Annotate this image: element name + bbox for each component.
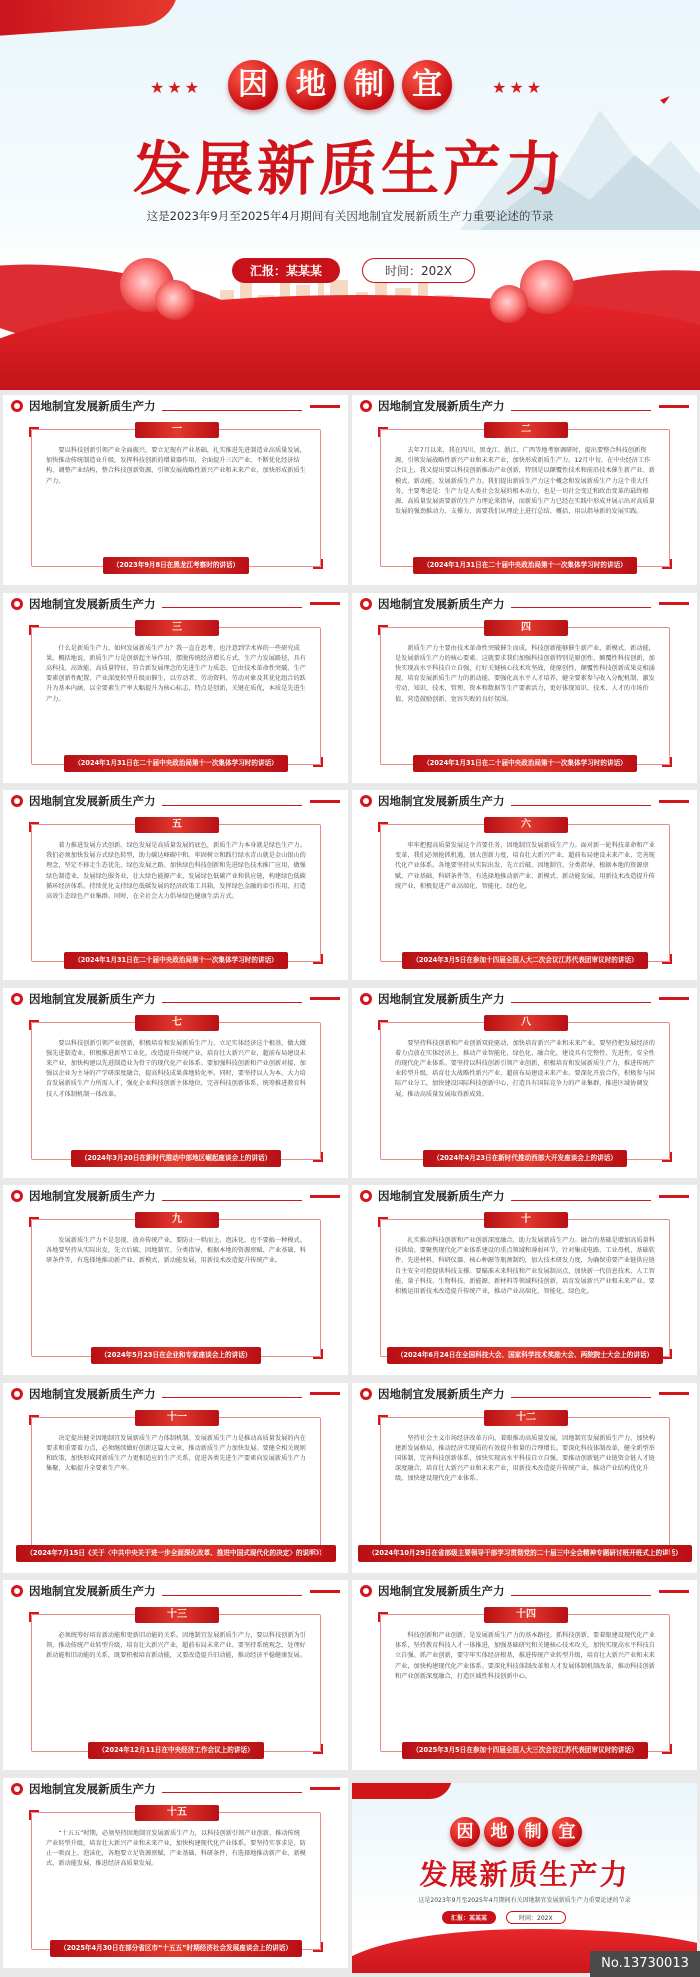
slide-header-title: 因地制宜发展新质生产力 bbox=[378, 1584, 505, 1598]
header-accent-bar bbox=[310, 405, 340, 408]
section-number-badge: 十四 bbox=[484, 1607, 568, 1623]
quote-body: 科技创新和产业创新，是发展新质生产力的基本路径。抓科技创新，要着眼建设现代化产业体系，坚持教育科技人才一体推进，加强基础研究和关键核心技术攻关，加快实现高水平科技自立自强。抓产业创新，要守牢实体经济根基，推进传统产业转型升级，培育壮大新兴产业和未来产业，加快构建现代化产业体系。要深化科技体制改革和人才发展体制机制改革，推动科技创新和产业创新深度融合，打造区域性科技创新中心。 bbox=[395, 1632, 655, 1680]
source-text: （2024年1月31日在二十届中央政治局第十一次集体学习时的讲话） bbox=[64, 952, 288, 969]
header-divider bbox=[511, 1397, 652, 1398]
stars-right: ★★★ bbox=[492, 78, 545, 97]
header-emblem-icon bbox=[11, 993, 23, 1005]
header-emblem-icon bbox=[360, 1388, 372, 1400]
header-accent-bar bbox=[310, 800, 340, 803]
quote-card bbox=[368, 1411, 682, 1557]
slide-header-title: 因地制宜发展新质生产力 bbox=[29, 991, 156, 1006]
title-badges bbox=[228, 60, 452, 110]
quote-card bbox=[380, 1609, 670, 1754]
slide-header-title: 因地制宜发展新质生产力 bbox=[29, 1584, 156, 1598]
header-accent-bar bbox=[659, 997, 689, 1000]
quote-card bbox=[31, 1016, 321, 1162]
source-ribbon bbox=[381, 952, 669, 969]
source-ribbon bbox=[32, 1347, 320, 1364]
source-ribbon bbox=[381, 1150, 669, 1167]
slide-header bbox=[352, 1580, 697, 1602]
quote-card bbox=[31, 819, 321, 964]
quote-body: 扎实推动科技创新和产业创新深度融合，助力发展新质生产力。融合的基础是增加高质量科技供给。要聚焦现代化产业体系建设的重点领域和薄弱环节，针对集成电路、工业母机、基础软件、先进材料、科研仪器、核心种源等瓶颈制约，加大技术研发力度，为确保重要产业链供应链自主安全可控提供科技支撑。要瞄准未来科技和产业发展制高点，加快新一代信息技术、人工智能、量子科技、生物科技、新能源、新材料等领域科技创新，培育发展新兴产业和未来产业。要积极运用新技术改造提升传统产业，推动产业高端化、智能化、绿色化。 bbox=[395, 1237, 655, 1296]
header-accent-bar bbox=[310, 1392, 340, 1395]
header-divider bbox=[162, 1397, 303, 1398]
quote-body: 发展新质生产力不是忽视、放弃传统产业，要防止一哄而上、泡沫化，也不要搞一种模式。各地要坚持从实际出发，先立后破、因地制宜、分类指导，根据本地的资源禀赋、产业基础、科研条件等，有选择地推动新产业、新模式、新动能发展，用新技术改造提升传统产业。 bbox=[46, 1237, 306, 1265]
peony-flower-icon bbox=[352, 1813, 382, 1843]
title-badges bbox=[450, 1817, 582, 1847]
header-divider bbox=[162, 1595, 303, 1596]
reporter-tag: 汇报：某某某 bbox=[442, 1911, 496, 1924]
section-number-badge: 八 bbox=[484, 1015, 568, 1031]
content-slide bbox=[352, 988, 697, 1178]
source-ribbon bbox=[26, 1545, 326, 1562]
closing-subtitle: 这是2023年9月至2025年4月期间有关因地制宜发展新质生产力重要论述的节录 bbox=[418, 1897, 631, 1904]
slide-header-title: 因地制宜发展新质生产力 bbox=[378, 794, 505, 808]
header-emblem-icon bbox=[11, 1388, 23, 1400]
slide-header bbox=[3, 1580, 348, 1602]
content-slide bbox=[3, 1185, 348, 1375]
content-slide bbox=[352, 1185, 697, 1375]
quote-card bbox=[380, 424, 670, 569]
header-emblem-icon bbox=[360, 598, 372, 610]
quote-card bbox=[380, 1214, 670, 1359]
quote-body: 坚持社会主义市场经济改革方向，着眼推动高质量发展，因地制宜发展新质生产力，加快构建新发展格局，推动经济实现质的有效提升和量的合理增长。要深化科技体制改革，健全新型举国体制，完善科技创新体系，加快实现高水平科技自立自强。要推动创新链产业链资金链人才链深度融合，培育壮大新兴产业和未来产业，用新技术改造提升传统产业，推动产业结构优化升级，加快建设现代化产业体系。 bbox=[395, 1434, 655, 1483]
title-badge-char: 制 bbox=[344, 60, 394, 110]
header-divider bbox=[162, 805, 303, 806]
section-number-badge: 一 bbox=[135, 422, 219, 438]
header-accent-bar bbox=[310, 1195, 340, 1198]
source-text: （2024年7月15日《关于〈中共中央关于进一步全面深化改革、推进中国式现代化的决定〉的说明》） bbox=[16, 1545, 335, 1562]
slide-header bbox=[3, 395, 348, 417]
header-divider bbox=[511, 410, 652, 411]
header-emblem-icon bbox=[360, 795, 372, 807]
header-divider bbox=[162, 607, 303, 608]
section-number-badge: 七 bbox=[135, 1015, 219, 1031]
quote-card bbox=[380, 621, 670, 767]
slide-header-title: 因地制宜发展新质生产力 bbox=[29, 1781, 156, 1796]
cover-slide bbox=[0, 0, 700, 390]
content-slide bbox=[3, 395, 348, 585]
source-ribbon bbox=[381, 1742, 669, 1759]
content-slide bbox=[3, 1778, 348, 1968]
source-text: （2025年4月30日在部分省区市“十五五”时期经济社会发展座谈会上的讲话） bbox=[50, 1940, 302, 1957]
peony-flower-icon bbox=[155, 280, 195, 320]
section-number-badge: 十三 bbox=[135, 1607, 219, 1623]
source-text: （2024年1月31日在二十届中央政治局第十一次集体学习时的讲话） bbox=[64, 755, 288, 772]
header-emblem-icon bbox=[360, 400, 372, 412]
source-ribbon bbox=[32, 1742, 320, 1759]
header-emblem-icon bbox=[11, 795, 23, 807]
peony-flower-icon bbox=[520, 260, 574, 314]
closing-cover-slide bbox=[352, 1783, 697, 1973]
title-badge-char: 宜 bbox=[552, 1817, 582, 1847]
closing-headline: 发展新质生产力 bbox=[419, 1858, 630, 1891]
quote-card bbox=[31, 1609, 321, 1754]
header-accent-bar bbox=[310, 602, 340, 605]
title-badge-char: 宜 bbox=[402, 60, 452, 110]
cover-subtitle: 这是2023年9月至2025年4月期间有关因地制宜发展新质生产力重要论述的节录 bbox=[146, 209, 554, 223]
source-text: （2025年3月5日在参加十四届全国人大三次会议江苏代表团审议时的讲话） bbox=[402, 1742, 647, 1759]
section-number-badge: 十二 bbox=[484, 1410, 568, 1426]
header-emblem-icon bbox=[11, 598, 23, 610]
slide-header-title: 因地制宜发展新质生产力 bbox=[29, 596, 156, 611]
source-text: （2024年1月31日在二十届中央政治局第十一次集体学习时的讲话） bbox=[413, 557, 637, 574]
source-ribbon bbox=[381, 557, 669, 574]
content-slide bbox=[3, 1580, 348, 1770]
quote-body: 要以科技创新引领产业全面振兴，要立足现有产业基础，扎实推进先进制造业高质量发展，加快推动传统制造业升级，发挥科技创新的增量器作用，全面提升三次产业，不断优化经济结构、调整产业结构，整合科技创新资源，引领发展战略性新兴产业和未来产业，加快形成新质生产力。 bbox=[46, 447, 306, 485]
quote-card bbox=[31, 621, 321, 767]
slide-header bbox=[352, 1383, 697, 1405]
peony-flower-icon bbox=[490, 285, 528, 323]
quote-card bbox=[26, 1411, 326, 1557]
content-slide bbox=[352, 593, 697, 783]
source-text: （2023年9月8日在黑龙江考察时的讲话） bbox=[103, 557, 249, 574]
header-divider bbox=[511, 1200, 652, 1201]
slide-header bbox=[3, 790, 348, 812]
quote-body: 决定提出健全因地制宜发展新质生产力体制机制。发展新质生产力是推动高质量发展的内在要求和重要着力点，必须继续做好创新这篇大文章，推动新质生产力加快发展。要健全相关规则和政策，加快形成同新质生产力更相适应的生产关系，促进各类先进生产要素向发展新质生产力集聚，大幅提升全要素生产率。 bbox=[46, 1434, 306, 1473]
header-divider bbox=[162, 1792, 303, 1793]
section-number-badge: 十 bbox=[484, 1212, 568, 1228]
quote-card bbox=[31, 1806, 321, 1952]
header-divider bbox=[511, 1595, 652, 1596]
content-slide bbox=[352, 1580, 697, 1770]
source-text: （2024年1月31日在二十届中央政治局第十一次集体学习时的讲话） bbox=[413, 755, 637, 772]
source-text: （2024年12月11日在中央经济工作会议上的讲话） bbox=[88, 1742, 263, 1759]
red-flag-decoration bbox=[352, 1783, 452, 1799]
slide-header-title: 因地制宜发展新质生产力 bbox=[29, 794, 156, 808]
slide-header bbox=[3, 1383, 348, 1405]
time-tag: 时间：202X bbox=[362, 258, 475, 283]
source-ribbon bbox=[32, 557, 320, 574]
section-number-badge: 六 bbox=[484, 817, 568, 833]
content-slide bbox=[352, 1383, 697, 1573]
source-ribbon bbox=[32, 755, 320, 772]
section-number-badge: 三 bbox=[135, 620, 219, 636]
header-divider bbox=[162, 410, 303, 411]
slide-header-title: 因地制宜发展新质生产力 bbox=[378, 596, 505, 611]
section-number-badge: 四 bbox=[484, 620, 568, 636]
title-badge-char: 制 bbox=[518, 1817, 548, 1847]
slide-header bbox=[3, 593, 348, 615]
source-text: （2024年10月29日在省部级主要领导干部学习贯彻党的二十届三中全会精神专题研讨班开班式上的讲话） bbox=[358, 1545, 692, 1562]
source-ribbon bbox=[381, 1347, 669, 1364]
title-badge-char: 地 bbox=[484, 1817, 514, 1847]
header-emblem-icon bbox=[360, 1585, 372, 1597]
slide-header bbox=[352, 988, 697, 1010]
cover-tags bbox=[232, 258, 475, 283]
header-emblem-icon bbox=[11, 1190, 23, 1202]
section-number-badge: 十一 bbox=[135, 1410, 219, 1426]
title-badge-char: 因 bbox=[450, 1817, 480, 1847]
section-number-badge: 二 bbox=[484, 422, 568, 438]
slide-header bbox=[3, 1778, 348, 1800]
source-ribbon bbox=[381, 755, 669, 772]
slide-header bbox=[352, 395, 697, 417]
quote-body: 必须统筹好培育新动能和更新旧动能的关系。因地制宜发展新质生产力，要以科技创新为引领，推动传统产业转型升级，培育壮大新兴产业，超前布局未来产业。要坚持系统观念，处理好新动能和旧动能的关系，既要积极培育新动能，又要改造提升旧动能，推动经济平稳健康发展。 bbox=[46, 1632, 306, 1660]
slide-header bbox=[352, 1185, 697, 1207]
quote-body: 要坚持科技创新和产业创新双轮驱动，加快培育新兴产业和未来产业。要坚持把发展经济的着力点放在实体经济上，推动产业智能化、绿色化、融合化，建设具有完整性、先进性、安全性的现代化产业体系。要坚持以科技创新引领产业创新，积极培育和发展新质生产力，推进传统产业转型升级，培育壮大战略性新兴产业，超前布局建设未来产业。要深化开放合作，积极参与国际产业分工，加快建设国际科技创新中心，打造具有国际竞争力的产业集群，推进区域协调发展，推动高质量发展取得新成效。 bbox=[395, 1039, 655, 1098]
header-divider bbox=[511, 1002, 652, 1003]
header-accent-bar bbox=[659, 800, 689, 803]
slide-header-title: 因地制宜发展新质生产力 bbox=[378, 991, 505, 1006]
header-accent-bar bbox=[659, 602, 689, 605]
quote-body: 要以科技创新引领产业创新，积极培育和发展新质生产力。立足实体经济这个根基，做大做强先进制造业，积极推进新型工业化，改造提升传统产业，培育壮大新兴产业，超前布局建设未来产业，加快构建以先进制造业为骨干的现代化产业体系。要加强科技创新和产业创新对接，加强以企业为主导的产学研深度融合，提高科技成果落地转化率。同时，要坚持以人为本，大力培育发展新质生产力所需人才，强化企业科技创新主体地位，完善科技创新体系，统筹推进教育科技人才体制机制一体改革。 bbox=[46, 1039, 306, 1098]
quote-body: 着力推进发展方式创新。绿色发展是高质量发展的底色，新质生产力本身就是绿色生产力。我们必须加快发展方式绿色转型，助力碳达峰碳中和。牢固树立和践行绿水青山就是金山银山的理念，坚定不移走生态优先、绿色发展之路。加快绿色科技创新和先进绿色技术推广应用，做强绿色制造业，发展绿色服务业，壮大绿色能源产业，发展绿色低碳产业和供应链，构建绿色低碳循环经济体系。持续优化支持绿色低碳发展的经济政策工具箱，发挥绿色金融的牵引作用，打造高效生态绿色产业集群。同时，在全社会大力倡导绿色健康生活方式。 bbox=[46, 842, 306, 901]
header-accent-bar bbox=[659, 1590, 689, 1593]
header-emblem-icon bbox=[11, 1585, 23, 1597]
header-accent-bar bbox=[310, 1787, 340, 1790]
header-accent-bar bbox=[310, 1590, 340, 1593]
content-slide bbox=[3, 593, 348, 783]
content-slide bbox=[3, 988, 348, 1178]
quote-body: 牢牢把握高质量发展这个首要任务，因地制宜发展新质生产力。面对新一轮科技革命和产业变革，我们必须抢抓机遇，加大创新力度，培育壮大新兴产业，超前布局建设未来产业，完善现代化产业体系。各地要坚持从实际出发，先立后破、因地制宜、分类指导，根据本地的资源禀赋、产业基础、科研条件等，有选择地推动新产业、新模式、新动能发展，用新技术改造提升传统产业，积极促进产业高端化、智能化、绿色化。 bbox=[395, 842, 655, 890]
source-ribbon bbox=[368, 1545, 682, 1562]
header-emblem-icon bbox=[360, 993, 372, 1005]
source-ribbon bbox=[32, 1150, 320, 1167]
title-badge-char: 因 bbox=[228, 60, 278, 110]
slide-header-title: 因地制宜发展新质生产力 bbox=[29, 1386, 156, 1401]
slide-header-title: 因地制宜发展新质生产力 bbox=[378, 1189, 505, 1203]
slide-header bbox=[3, 988, 348, 1010]
header-emblem-icon bbox=[11, 400, 23, 412]
source-ribbon bbox=[32, 952, 320, 969]
header-divider bbox=[162, 1200, 303, 1201]
image-id-label: No.13730013 bbox=[590, 1951, 700, 1977]
slide-header bbox=[3, 1185, 348, 1207]
quote-card bbox=[31, 1214, 321, 1359]
header-accent-bar bbox=[659, 1195, 689, 1198]
quote-card bbox=[380, 1016, 670, 1162]
source-text: （2024年5月23日在企业和专家座谈会上的讲话） bbox=[91, 1347, 262, 1364]
header-accent-bar bbox=[659, 1392, 689, 1395]
source-text: （2024年4月23日在新时代推动西部大开发座谈会上的讲话） bbox=[423, 1150, 627, 1167]
quote-body: 去年7月以来，我在四川、黑龙江、浙江、广西等地考察调研时，提出要整合科技创新资源，引领发展战略性新兴产业和未来产业，加快形成新质生产力。12月中旬，在中央经济工作会议上，我又提出要以科技创新推动产业创新，特别是以颠覆性技术和前沿技术催生新产业、新模式、新动能，发展新质生产力。我们提出新质生产力这个概念和发展新质生产力这个重大任务，主要考虑是：生产力是人类社会发展的根本动力，也是一切社会变迁和政治变革的最终根源。高质量发展需要新的生产力理论来指导，而新质生产力已经在实践中形成并展示出对高质量发展的强劲推动力、支撑力，需要我们从理论上进行总结、概括，用以指导新的发展实践。 bbox=[395, 447, 655, 516]
header-divider bbox=[511, 805, 652, 806]
quote-body: “十五五”时期，必须坚持因地制宜发展新质生产力，以科技创新引领产业创新，推动传统产业转型升级，培育壮大新兴产业和未来产业，加快构建现代化产业体系。要坚持实事求是，防止一哄而上、泡沫化，各地要立足资源禀赋、产业基础、科研条件，有选择地推动新产业、新模式、新动能发展，推进经济高质量发展。 bbox=[46, 1829, 306, 1868]
header-divider bbox=[162, 1002, 303, 1003]
stars-left: ★★★ bbox=[150, 78, 203, 97]
header-accent-bar bbox=[659, 405, 689, 408]
slide-header bbox=[352, 593, 697, 615]
red-flag-decoration bbox=[0, 0, 181, 37]
slide-header-title: 因地制宜发展新质生产力 bbox=[29, 399, 156, 413]
quote-card bbox=[380, 819, 670, 964]
slide-header-title: 因地制宜发展新质生产力 bbox=[378, 1386, 505, 1401]
source-text: （2024年3月5日在参加十四届全国人大二次会议江苏代表团审议时的讲话） bbox=[402, 952, 647, 969]
slide-header bbox=[352, 790, 697, 812]
time-tag: 时间：202X bbox=[506, 1911, 566, 1924]
source-text: （2024年6月24日在全国科技大会、国家科学技术奖励大会、两院院士大会上的讲话） bbox=[387, 1347, 663, 1364]
content-slide bbox=[3, 790, 348, 980]
header-divider bbox=[511, 607, 652, 608]
quote-card bbox=[31, 424, 321, 569]
slide-header-title: 因地制宜发展新质生产力 bbox=[29, 1189, 156, 1203]
quote-body: 什么是新质生产力、如何发展新质生产力？我一直在思考，也注意到学术界的一些研究成果。概括地说，新质生产力是创新起主导作用，摆脱传统经济增长方式、生产力发展路径，具有高科技、高效能、高质量特征，符合新发展理念的先进生产力质态。它由技术革命性突破、生产要素创新性配置、产业深度转型升级而催生，以劳动者、劳动资料、劳动对象及其优化组合的跃升为基本内涵，以全要素生产率大幅提升为核心标志，特点是创新，关键在质优，本质是先进生产力。 bbox=[46, 644, 306, 703]
cover-headline: 发展新质生产力 bbox=[132, 135, 567, 203]
content-slide bbox=[3, 1383, 348, 1573]
source-text: （2024年3月20日在新时代推动中部地区崛起座谈会上的讲话） bbox=[71, 1150, 281, 1167]
quote-body: 新质生产力主要由技术革命性突破催生而成。科技创新能够催生新产业、新模式、新动能，是发展新质生产力的核心要素。这就要求我们加强科技创新特别是原创性、颠覆性科技创新，加快实现高水平科技自立自强，打好关键核心技术攻坚战，使原创性、颠覆性科技创新成果竞相涌现，培育发展新质生产力的新动能。要强化高水平人才培养，健全要素参与收入分配机制，激发劳动、知识、技术、管理、资本和数据等生产要素活力，更好体现知识、技术、人才的市场价值，营造鼓励创新、宽容失败的良好氛围。 bbox=[395, 644, 655, 703]
title-badge-char: 地 bbox=[286, 60, 336, 110]
reporter-tag: 汇报：某某某 bbox=[232, 258, 340, 283]
source-ribbon bbox=[32, 1940, 320, 1957]
section-number-badge: 十五 bbox=[135, 1805, 219, 1821]
closing-tags bbox=[442, 1911, 566, 1924]
section-number-badge: 九 bbox=[135, 1212, 219, 1228]
header-emblem-icon bbox=[360, 1190, 372, 1202]
header-emblem-icon bbox=[11, 1783, 23, 1795]
slide-header-title: 因地制宜发展新质生产力 bbox=[378, 399, 505, 413]
section-number-badge: 五 bbox=[135, 817, 219, 833]
content-slide bbox=[352, 790, 697, 980]
content-slide bbox=[352, 395, 697, 585]
header-accent-bar bbox=[310, 997, 340, 1000]
